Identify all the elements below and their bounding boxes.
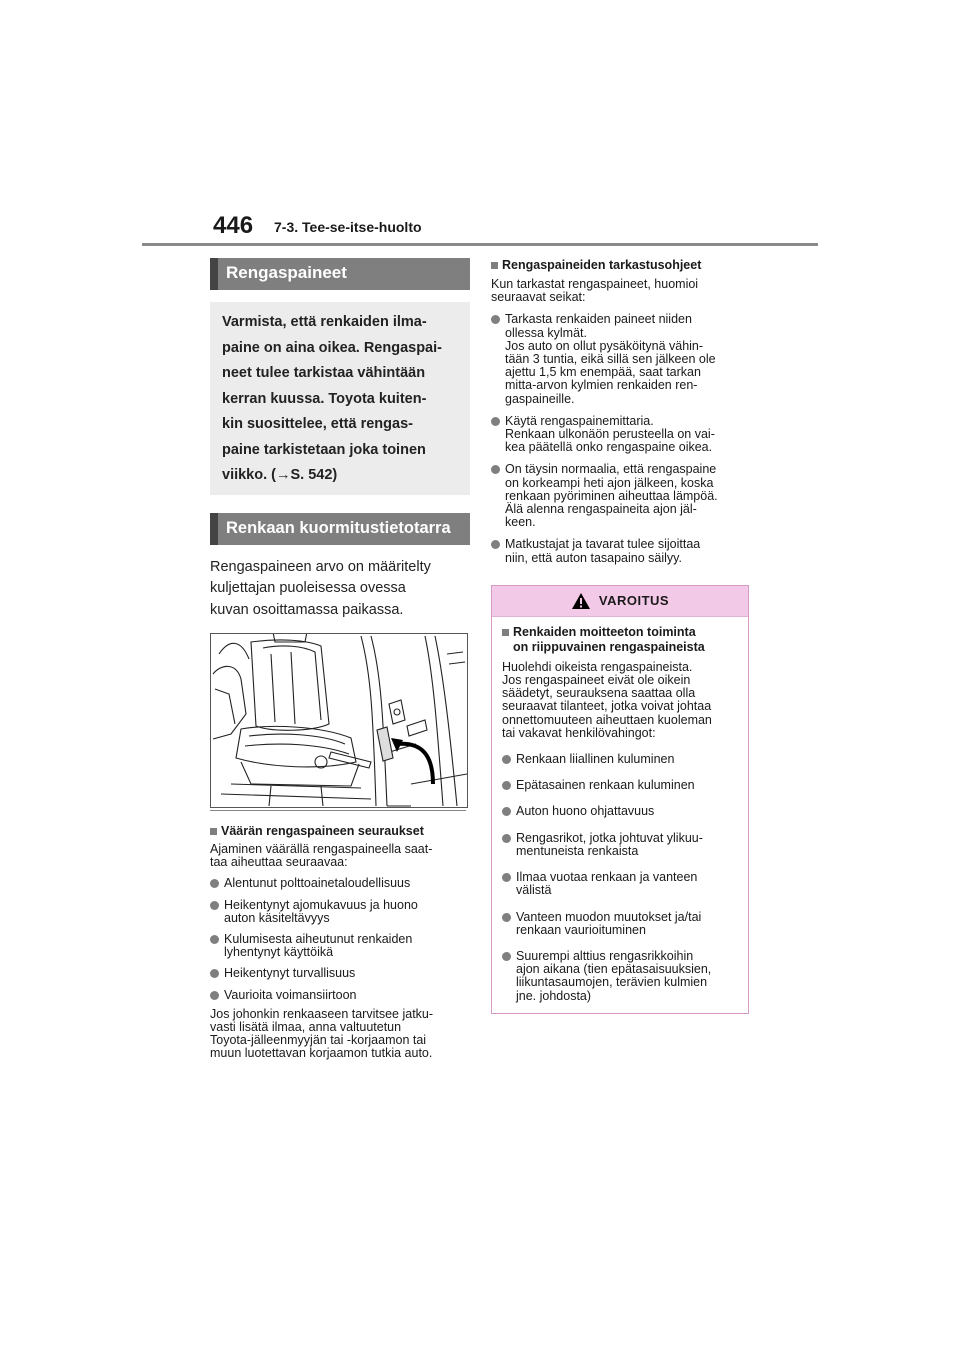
text-line: Rengasrikot, jotka johtuvat ylikuu-	[516, 830, 703, 845]
placard-text	[210, 557, 470, 622]
bullet-dot-icon	[210, 969, 219, 978]
text-line: Matkustajat ja tavarat tulee sijoittaa	[505, 537, 701, 552]
bullet-dot-icon	[502, 781, 511, 790]
text-line: Auton huono ohjattavuus	[516, 804, 655, 819]
warning-body	[492, 617, 748, 1013]
sub-title-text: Rengaspaineiden tarkastusohjeet	[502, 258, 702, 272]
text-line: Toyota-jälleenmyyjän tai -korjaamon tai	[210, 1033, 427, 1048]
chapter-title: 7-3. Tee-se-itse-huolto	[274, 219, 422, 235]
intro-box	[210, 302, 470, 495]
text-line: Älä alenna rengaspaineita ajon jäl-	[505, 502, 697, 517]
intro-line: neet tulee tarkistaa vähintään	[222, 365, 426, 381]
text-line: Käytä rengaspainemittaria.	[505, 413, 654, 428]
text-line: renkaan vaurioituminen	[516, 922, 646, 937]
text-line: Jos rengaspaineet eivät ole oikein	[502, 673, 691, 688]
bullet-dot-icon	[210, 901, 219, 910]
text-line: Kulumisesta aiheutunut renkaiden	[224, 932, 413, 947]
bullet-dot-icon	[502, 807, 511, 816]
text-line: säädetyt, seurauksena saattaa olla	[502, 686, 696, 701]
bullet-dot-icon	[502, 913, 511, 922]
text-line: onnettomuuteen aiheuttaen kuoleman	[502, 712, 712, 727]
text-line: seuraavat tilanteet, jotka voivat johtaa	[502, 699, 712, 714]
list-item	[491, 313, 751, 405]
closing-paragraph	[210, 1008, 470, 1061]
bullet-dot-icon	[491, 540, 500, 549]
text-line: kuljettajan puoleisessa ovessa	[210, 580, 406, 596]
sub-title-consequences	[210, 824, 470, 839]
list-item	[210, 989, 470, 1002]
bullet-dot-icon	[502, 834, 511, 843]
right-column	[491, 258, 751, 1014]
bullet-dot-icon	[491, 315, 500, 324]
text-line: muun luotettavan korjaamon tutkia auto.	[210, 1046, 433, 1061]
text-line: keen.	[505, 515, 536, 530]
text-line: Suurempi alttius rengasrikkoihin	[516, 948, 694, 963]
text-line: Jos johonkin renkaaseen tarvitsee jatku-	[210, 1006, 434, 1021]
text-line: välistä	[516, 883, 552, 898]
square-bullet-icon	[502, 629, 509, 636]
text-line: Heikentynyt turvallisuus	[224, 966, 356, 981]
bullet-dot-icon	[210, 991, 219, 1000]
warning-sub-title	[502, 625, 738, 655]
car-door-placard-illustration	[210, 633, 468, 808]
text-line: seuraavat seikat:	[491, 290, 586, 305]
text-line: Renkaan liiallinen kuluminen	[516, 752, 675, 767]
intro-line: kin suosittelee, että rengas-	[222, 416, 413, 432]
section-title-placard: Renkaan kuormitustietotarra	[210, 513, 470, 545]
figure-rule	[210, 810, 466, 811]
text-line: liikuntasaumojen, terävien kulmien	[516, 975, 708, 990]
list-item	[502, 871, 738, 897]
square-bullet-icon	[491, 262, 498, 269]
bullet-dot-icon	[502, 952, 511, 961]
square-bullet-icon	[210, 828, 217, 835]
text-line: on korkeampi heti ajon jälkeen, koska	[505, 475, 714, 490]
text-line: Alentunut polttoainetaloudellisuus	[224, 876, 411, 891]
bullet-dot-icon	[210, 879, 219, 888]
warning-box	[491, 585, 749, 1014]
list-item	[491, 415, 751, 455]
text-line: Ilmaa vuotaa renkaan ja vanteen	[516, 870, 698, 885]
text-line: mentuneista renkaista	[516, 843, 639, 858]
text-line: jne. johdosta)	[516, 988, 592, 1003]
text-line: Rengaspaineen arvo on määritelty	[210, 558, 431, 575]
text-line: tai vakavat henkilövahingot:	[502, 725, 656, 740]
text-line: ajon aikana (tien epätasaisuuksien,	[516, 962, 712, 977]
text-line: Jos auto on ollut pysäköitynä vähin-	[505, 338, 704, 353]
list-item	[502, 911, 738, 937]
text-line: vasti lisätä ilmaa, anna valtuutetun	[210, 1020, 402, 1035]
intro-line: kerran kuussa. Toyota kuiten-	[222, 390, 427, 407]
list-item	[491, 463, 751, 529]
text-line: ajettu 1,5 km enempää, saat tarkan	[505, 365, 701, 380]
section-title-rengaspaineet: Rengaspaineet	[210, 258, 470, 290]
list-item	[502, 950, 738, 1003]
consequences-section	[210, 824, 470, 1061]
bullet-dot-icon	[502, 873, 511, 882]
list-item	[210, 967, 470, 980]
text-line: Vaurioita voimansiirtoon	[224, 987, 357, 1002]
bullet-dot-icon	[210, 935, 219, 944]
list-item	[502, 753, 738, 766]
text-line: Ajaminen väärällä rengaspaineella saat-	[210, 842, 433, 856]
text-line: Kun tarkastat rengaspaineet, huomioi	[491, 277, 699, 291]
intro-line: paine on aina oikea. Rengaspai-	[222, 339, 442, 356]
seat-and-door-drawing	[211, 634, 467, 807]
text-line: Heikentynyt ajomukavuus ja huono	[224, 897, 418, 912]
text-line: mitta-arvon kylmien renkaiden ren-	[505, 378, 698, 393]
text-line: auton käsiteltävyys	[224, 910, 330, 925]
text-line: Renkaiden moitteeton toiminta	[513, 624, 696, 639]
list-item	[502, 832, 738, 858]
text-line: Tarkasta renkaiden paineet niiden	[505, 312, 692, 327]
text-line: renkaan pyöriminen aiheuttaa lämpöä.	[505, 488, 718, 503]
list-item	[502, 805, 738, 818]
text-line: taa aiheuttaa seuraavaa:	[210, 855, 348, 870]
list-item	[502, 779, 738, 792]
text-line: kea päätellä onko rengaspaine oikea.	[505, 440, 713, 455]
intro-line: Varmista, että renkaiden ilma-	[222, 314, 427, 330]
text-line: Vanteen muodon muutokset ja/tai	[516, 909, 702, 924]
list-item	[210, 899, 470, 925]
list-item	[210, 877, 470, 890]
warning-title: VAROITUS	[598, 593, 670, 609]
text-line: gaspaineille.	[505, 391, 575, 406]
text-line: on riippuvainen rengaspaineista	[513, 639, 705, 654]
text-line: Huolehdi oikeista rengaspaineista.	[502, 659, 693, 674]
text-line: Renkaan ulkonäön perusteella on vai-	[505, 427, 715, 442]
warning-title-bar	[492, 586, 748, 617]
text-line: kuvan osoittamassa paikassa.	[210, 601, 404, 618]
warning-intro	[502, 661, 738, 740]
bullet-dot-icon	[491, 417, 500, 426]
sub-title-check-instructions	[491, 258, 751, 273]
bullet-dot-icon	[491, 465, 500, 474]
sub-title-text: Väärän rengaspaineen seuraukset	[221, 824, 424, 838]
text-line: niin, että auton tasapaino säilyy.	[505, 550, 682, 565]
text-line: Epätasainen renkaan kuluminen	[516, 778, 695, 793]
text-line: lyhentynyt käyttöikä	[224, 945, 334, 960]
header-rule	[142, 243, 818, 246]
list-item	[491, 538, 751, 564]
consequences-intro	[210, 843, 470, 869]
check-intro	[491, 278, 751, 304]
page-number: 446	[213, 212, 254, 239]
text-line: tään 3 tuntia, eikä sillä sen jälkeen ole	[505, 352, 716, 367]
intro-line: viikko. (→S. 542)	[222, 467, 338, 483]
intro-line: paine tarkistetaan joka toinen	[222, 441, 426, 458]
list-item	[210, 933, 470, 959]
text-line: On täysin normaalia, että rengaspaine	[505, 462, 717, 477]
text-line: ollessa kylmät.	[505, 325, 587, 340]
warning-triangle-icon	[571, 592, 591, 610]
bullet-dot-icon	[502, 755, 511, 764]
left-column	[210, 258, 470, 1061]
